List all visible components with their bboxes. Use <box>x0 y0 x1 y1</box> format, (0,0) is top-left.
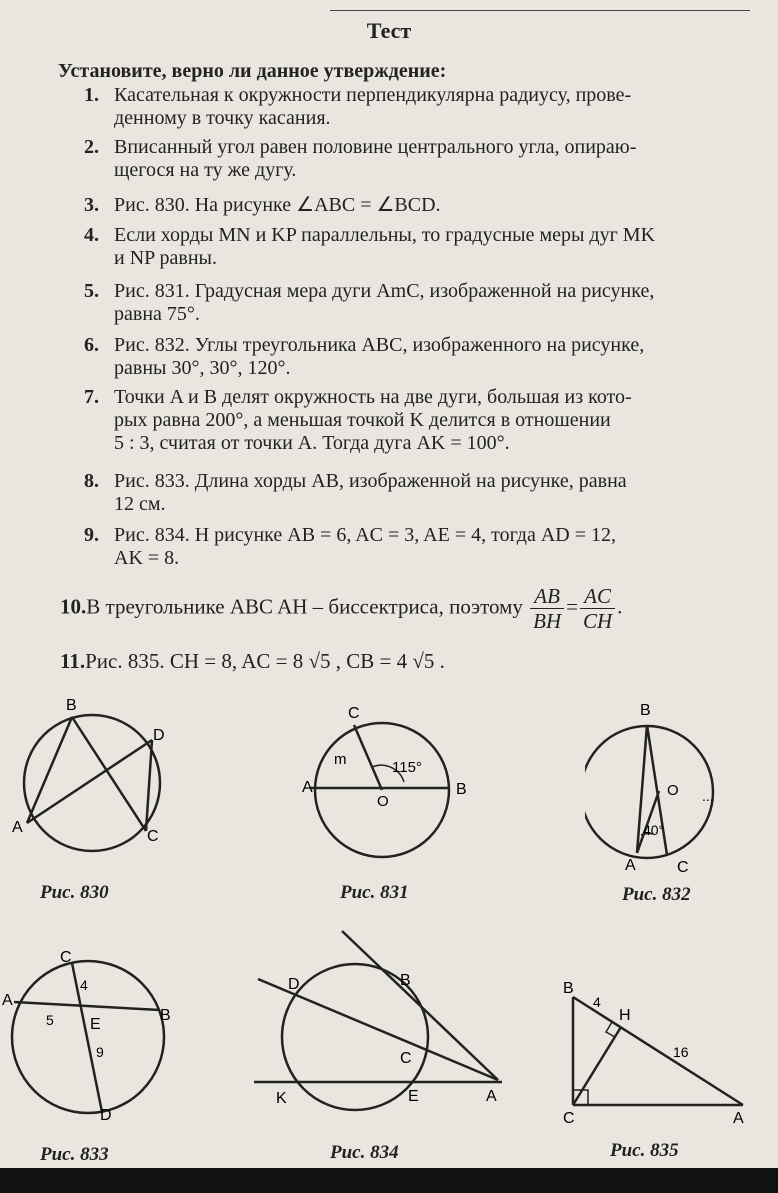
label-c: C <box>677 859 689 876</box>
segment-16: 16 <box>673 1044 689 1060</box>
label-a: A <box>625 857 636 874</box>
item-line: и NP равны. <box>114 247 217 269</box>
label-a: A <box>733 1110 744 1127</box>
statement-2 <box>84 136 754 182</box>
item-number: 1. <box>84 84 99 106</box>
item-line: денному в точку касания. <box>114 107 331 129</box>
figure-830 <box>10 695 180 870</box>
item-number: 2. <box>84 136 99 158</box>
label-h: H <box>619 1007 631 1024</box>
statement-1 <box>84 84 754 130</box>
caption-830: Рис. 830 <box>40 882 109 903</box>
item-number: 3. <box>84 194 99 216</box>
item-line: 12 см. <box>114 493 166 515</box>
label-c: C <box>563 1110 575 1127</box>
item-number: 6. <box>84 334 99 356</box>
item-line: В треугольнике ABC AH – биссектриса, поэтому <box>86 594 523 619</box>
label-b: B <box>66 697 77 714</box>
item-number: 7. <box>84 386 99 408</box>
fraction-numerator: AB <box>530 584 564 609</box>
label-a: A <box>302 779 313 796</box>
statement-6 <box>84 334 754 380</box>
fraction-denominator: BH <box>533 609 562 633</box>
item-line: Точки A и B делят окружность на две дуги, большая из кото- <box>114 386 632 408</box>
item-line: Если хорды MN и KP параллельны, то градусные меры дуг MK <box>114 224 656 246</box>
item-line: Рис. 830. На рисунке ∠ABC = ∠BCD. <box>114 194 441 216</box>
item-line: рых равна 200°, а меньшая точкой K делится в отношении <box>114 409 611 431</box>
label-b: B <box>160 1007 171 1024</box>
label-d: D <box>100 1107 112 1124</box>
item-line: Касательная к окружности перпендикулярна радиусу, прове- <box>114 84 632 106</box>
statement-8 <box>84 470 754 516</box>
statement-4 <box>84 224 754 270</box>
item-line: Рис. 833. Длина хорды AB, изображенной на рисунке, равна <box>114 470 627 492</box>
statement-11 <box>60 650 750 673</box>
fraction-ab-bh <box>530 584 564 633</box>
label-o: O <box>377 793 389 810</box>
item-line: 5 : 3, считая от точки A. Тогда дуга AK = 100°. <box>114 432 510 454</box>
fraction-denominator: CH <box>582 609 613 633</box>
item-line: равны 30°, 30°, 120°. <box>114 357 291 379</box>
label-b: B <box>400 972 411 989</box>
period: . <box>617 594 623 619</box>
item-number: 10. <box>60 594 87 619</box>
statement-10 <box>60 584 750 633</box>
label-e: E <box>90 1016 101 1033</box>
label-o: O <box>667 782 679 799</box>
item-line: Вписанный угол равен половине центрального угла, опираю- <box>114 136 637 158</box>
item-line: равна 75°. <box>114 303 200 325</box>
label-d: D <box>153 727 165 744</box>
item-line: Рис. 835. CH = 8, AC = 8 √5 , CB = 4 √5 . <box>85 649 445 673</box>
label-c: C <box>400 1050 412 1067</box>
header-rule <box>330 10 750 11</box>
item-line: Рис. 832. Углы треугольника ABC, изображенного на рисунке, <box>114 334 645 356</box>
statement-7 <box>84 386 754 455</box>
statement-9 <box>84 524 754 570</box>
label-a: A <box>12 819 23 836</box>
fraction-numerator: AC <box>580 584 615 609</box>
figure-833 <box>0 945 180 1125</box>
label-a: A <box>486 1088 497 1105</box>
statement-3 <box>84 194 754 217</box>
caption-833: Рис. 833 <box>40 1144 109 1165</box>
figure-831 <box>300 700 480 870</box>
label-b: B <box>456 781 467 798</box>
item-number: 4. <box>84 224 99 246</box>
item-number: 9. <box>84 524 99 546</box>
caption-835: Рис. 835 <box>610 1140 679 1161</box>
item-line: щегося на ту же дугу. <box>114 159 297 181</box>
segment-4: 4 <box>593 994 601 1010</box>
label-c: C <box>348 705 360 722</box>
label-b: B <box>640 702 651 719</box>
figure-835 <box>545 975 765 1135</box>
label-e: E <box>408 1088 419 1105</box>
caption-832: Рис. 832 <box>622 884 691 905</box>
label-a: A <box>2 992 13 1009</box>
item-line: Рис. 831. Градусная мера дуги AmC, изображенной на рисунке, <box>114 280 655 302</box>
page-title: Тест <box>366 18 412 43</box>
item-number: 8. <box>84 470 99 492</box>
dots: ... <box>702 788 714 804</box>
label-d: D <box>288 976 300 993</box>
fraction-ac-ch <box>580 584 615 633</box>
angle-label: 40° <box>643 822 665 838</box>
segment-4: 4 <box>80 977 88 993</box>
label-k: K <box>276 1090 287 1107</box>
angle-label: 115° <box>392 759 422 776</box>
label-c: C <box>147 828 159 845</box>
item-line: AK = 8. <box>114 547 180 569</box>
label-c: C <box>60 949 72 966</box>
item-line: Рис. 834. Н рисунке AB = 6, AC = 3, AE = 4, тогда AD = 12, <box>114 524 617 546</box>
caption-831: Рис. 831 <box>340 882 409 903</box>
equals-sign: = <box>566 594 578 619</box>
segment-9: 9 <box>96 1044 104 1060</box>
figure-832 <box>585 695 745 880</box>
instruction: Установите, верно ли данное утверждение: <box>58 60 447 82</box>
segment-5: 5 <box>46 1012 54 1028</box>
bottom-bar <box>0 1168 778 1193</box>
caption-834: Рис. 834 <box>330 1142 399 1163</box>
item-number: 5. <box>84 280 99 302</box>
label-m: m <box>334 751 347 768</box>
statement-5 <box>84 280 754 326</box>
item-number: 11. <box>60 649 86 673</box>
figure-834 <box>250 925 530 1120</box>
label-b: B <box>563 980 574 997</box>
